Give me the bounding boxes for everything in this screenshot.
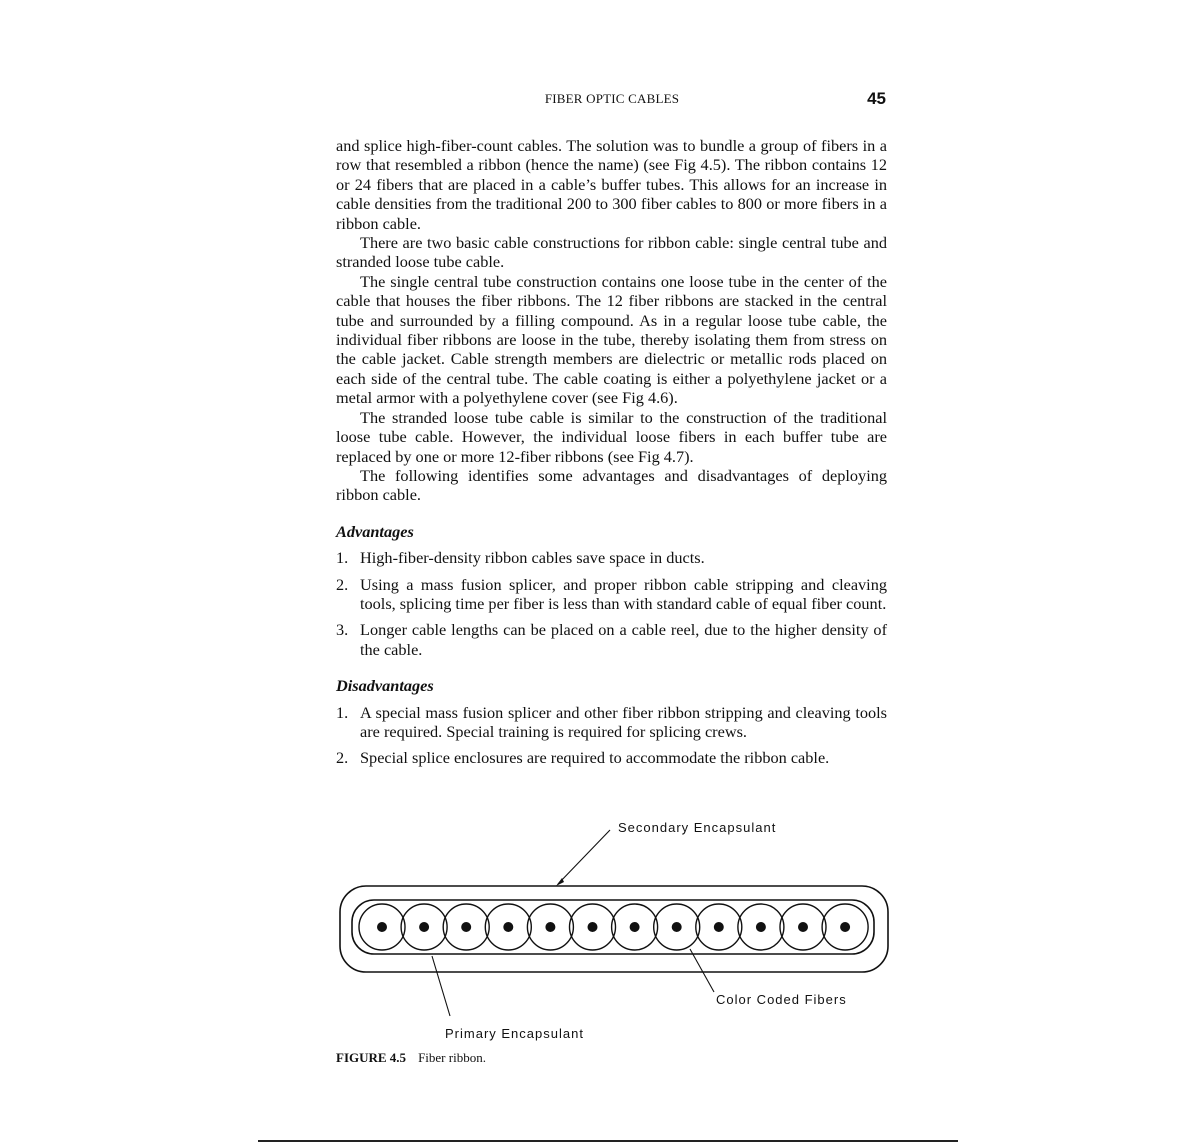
list-item (336, 620, 887, 659)
figure-number: FIGURE 4.5 (336, 1050, 407, 1065)
list-item-number: 3. (336, 620, 349, 640)
list-item-text: Using a mass fusion splicer, and proper ribbon cable stripping and cleaving tools, splicing time per fiber is less than with standard cable of equal fiber count. (360, 574, 887, 613)
color-coded-leader-line (690, 949, 714, 992)
paragraph: The following identifies some advantages and disadvantages of deploying ribbon cable. (336, 465, 887, 505)
primary-leader-line (432, 956, 450, 1016)
color-coded-fibers-label: Color Coded Fibers (716, 992, 847, 1007)
primary-encapsulant-label: Primary Encapsulant (445, 1026, 584, 1041)
figure-caption (336, 1050, 486, 1066)
primary-encapsulant-outline (352, 900, 874, 954)
fiber-ribbon-diagram (330, 812, 900, 1052)
list-item (336, 748, 887, 767)
fiber-core (630, 922, 640, 932)
secondary-leader-line (558, 830, 610, 884)
fiber-core (377, 922, 387, 932)
fiber-core (588, 922, 598, 932)
fiber-core (545, 922, 555, 932)
fiber-core (714, 922, 724, 932)
fiber-core (503, 922, 513, 932)
paragraph: There are two basic cable constructions for ribbon cable: single central tube and stranded loose tube cable. (336, 233, 887, 272)
list-item-number: 1. (336, 702, 349, 722)
fiber-core (840, 922, 850, 932)
list-item-number: 2. (336, 574, 349, 594)
paragraph: The stranded loose tube cable is similar to the construction of the traditional loose tube cable. However, the individual loose fibers in each buffer tube are replaced by one or more 12-fiber ribbons (see Fig 4.7). (336, 407, 887, 466)
advantages-list (336, 548, 887, 659)
fiber-core (798, 922, 808, 932)
list-item-text: High-fiber-density ribbon cables save space in ducts. (360, 548, 705, 568)
page-header (336, 89, 888, 111)
advantages-heading: Advantages (336, 521, 414, 541)
body-text (336, 136, 887, 775)
disadvantages-list (336, 703, 887, 768)
list-item-number: 1. (336, 548, 349, 568)
paragraph: The single central tube construction contains one loose tube in the center of the cable that houses the fiber ribbons. The 12 fiber ribbons are stacked in the central tube and surrounded by a filling compound. As in a regular loose tube cable, the individual fiber ribbons are loose in the tube, thereby isolating them from stress on the cable jacket. Cable strength members are dielectric or metallic rods placed on each side of the central tube. The cable coating is either a polyethylene jacket or a metal armor with a polyethylene cover (see Fig 4.6). (336, 271, 887, 408)
fiber-core (461, 922, 471, 932)
fiber-group (359, 904, 868, 950)
disadvantages-heading: Disadvantages (336, 676, 434, 696)
list-item (336, 575, 887, 614)
fiber-core (756, 922, 766, 932)
figure-caption-text: Fiber ribbon. (418, 1050, 486, 1065)
fiber-ribbon-figure (330, 812, 900, 1052)
list-item (336, 548, 887, 567)
list-item-text: Longer cable lengths can be placed on a cable reel, due to the higher density of the cable. (360, 620, 887, 659)
secondary-encapsulant-label: Secondary Encapsulant (618, 820, 777, 835)
footer-rule (258, 1140, 958, 1142)
list-item (336, 703, 887, 742)
fiber-core (419, 922, 429, 932)
list-item-number: 2. (336, 748, 349, 768)
fiber-core (672, 922, 682, 932)
list-item-text: A special mass fusion splicer and other fiber ribbon stripping and cleaving tools are required. Special training is required for splicing crews. (360, 702, 887, 741)
list-item-text: Special splice enclosures are required to accommodate the ribbon cable. (360, 748, 830, 768)
paragraph: and splice high-fiber-count cables. The solution was to bundle a group of fibers in a row that resembled a ribbon (hence the name) (see Fig 4.5). The ribbon contains 12 or 24 fibers that are placed in a cable’s buffer tubes. This allows for an increase in cable densities from the traditional 200 to 300 fiber cables to 800 or more fibers in a ribbon cable. (336, 136, 887, 233)
page-number: 45 (867, 89, 886, 108)
running-title: FIBER OPTIC CABLES (544, 91, 680, 106)
